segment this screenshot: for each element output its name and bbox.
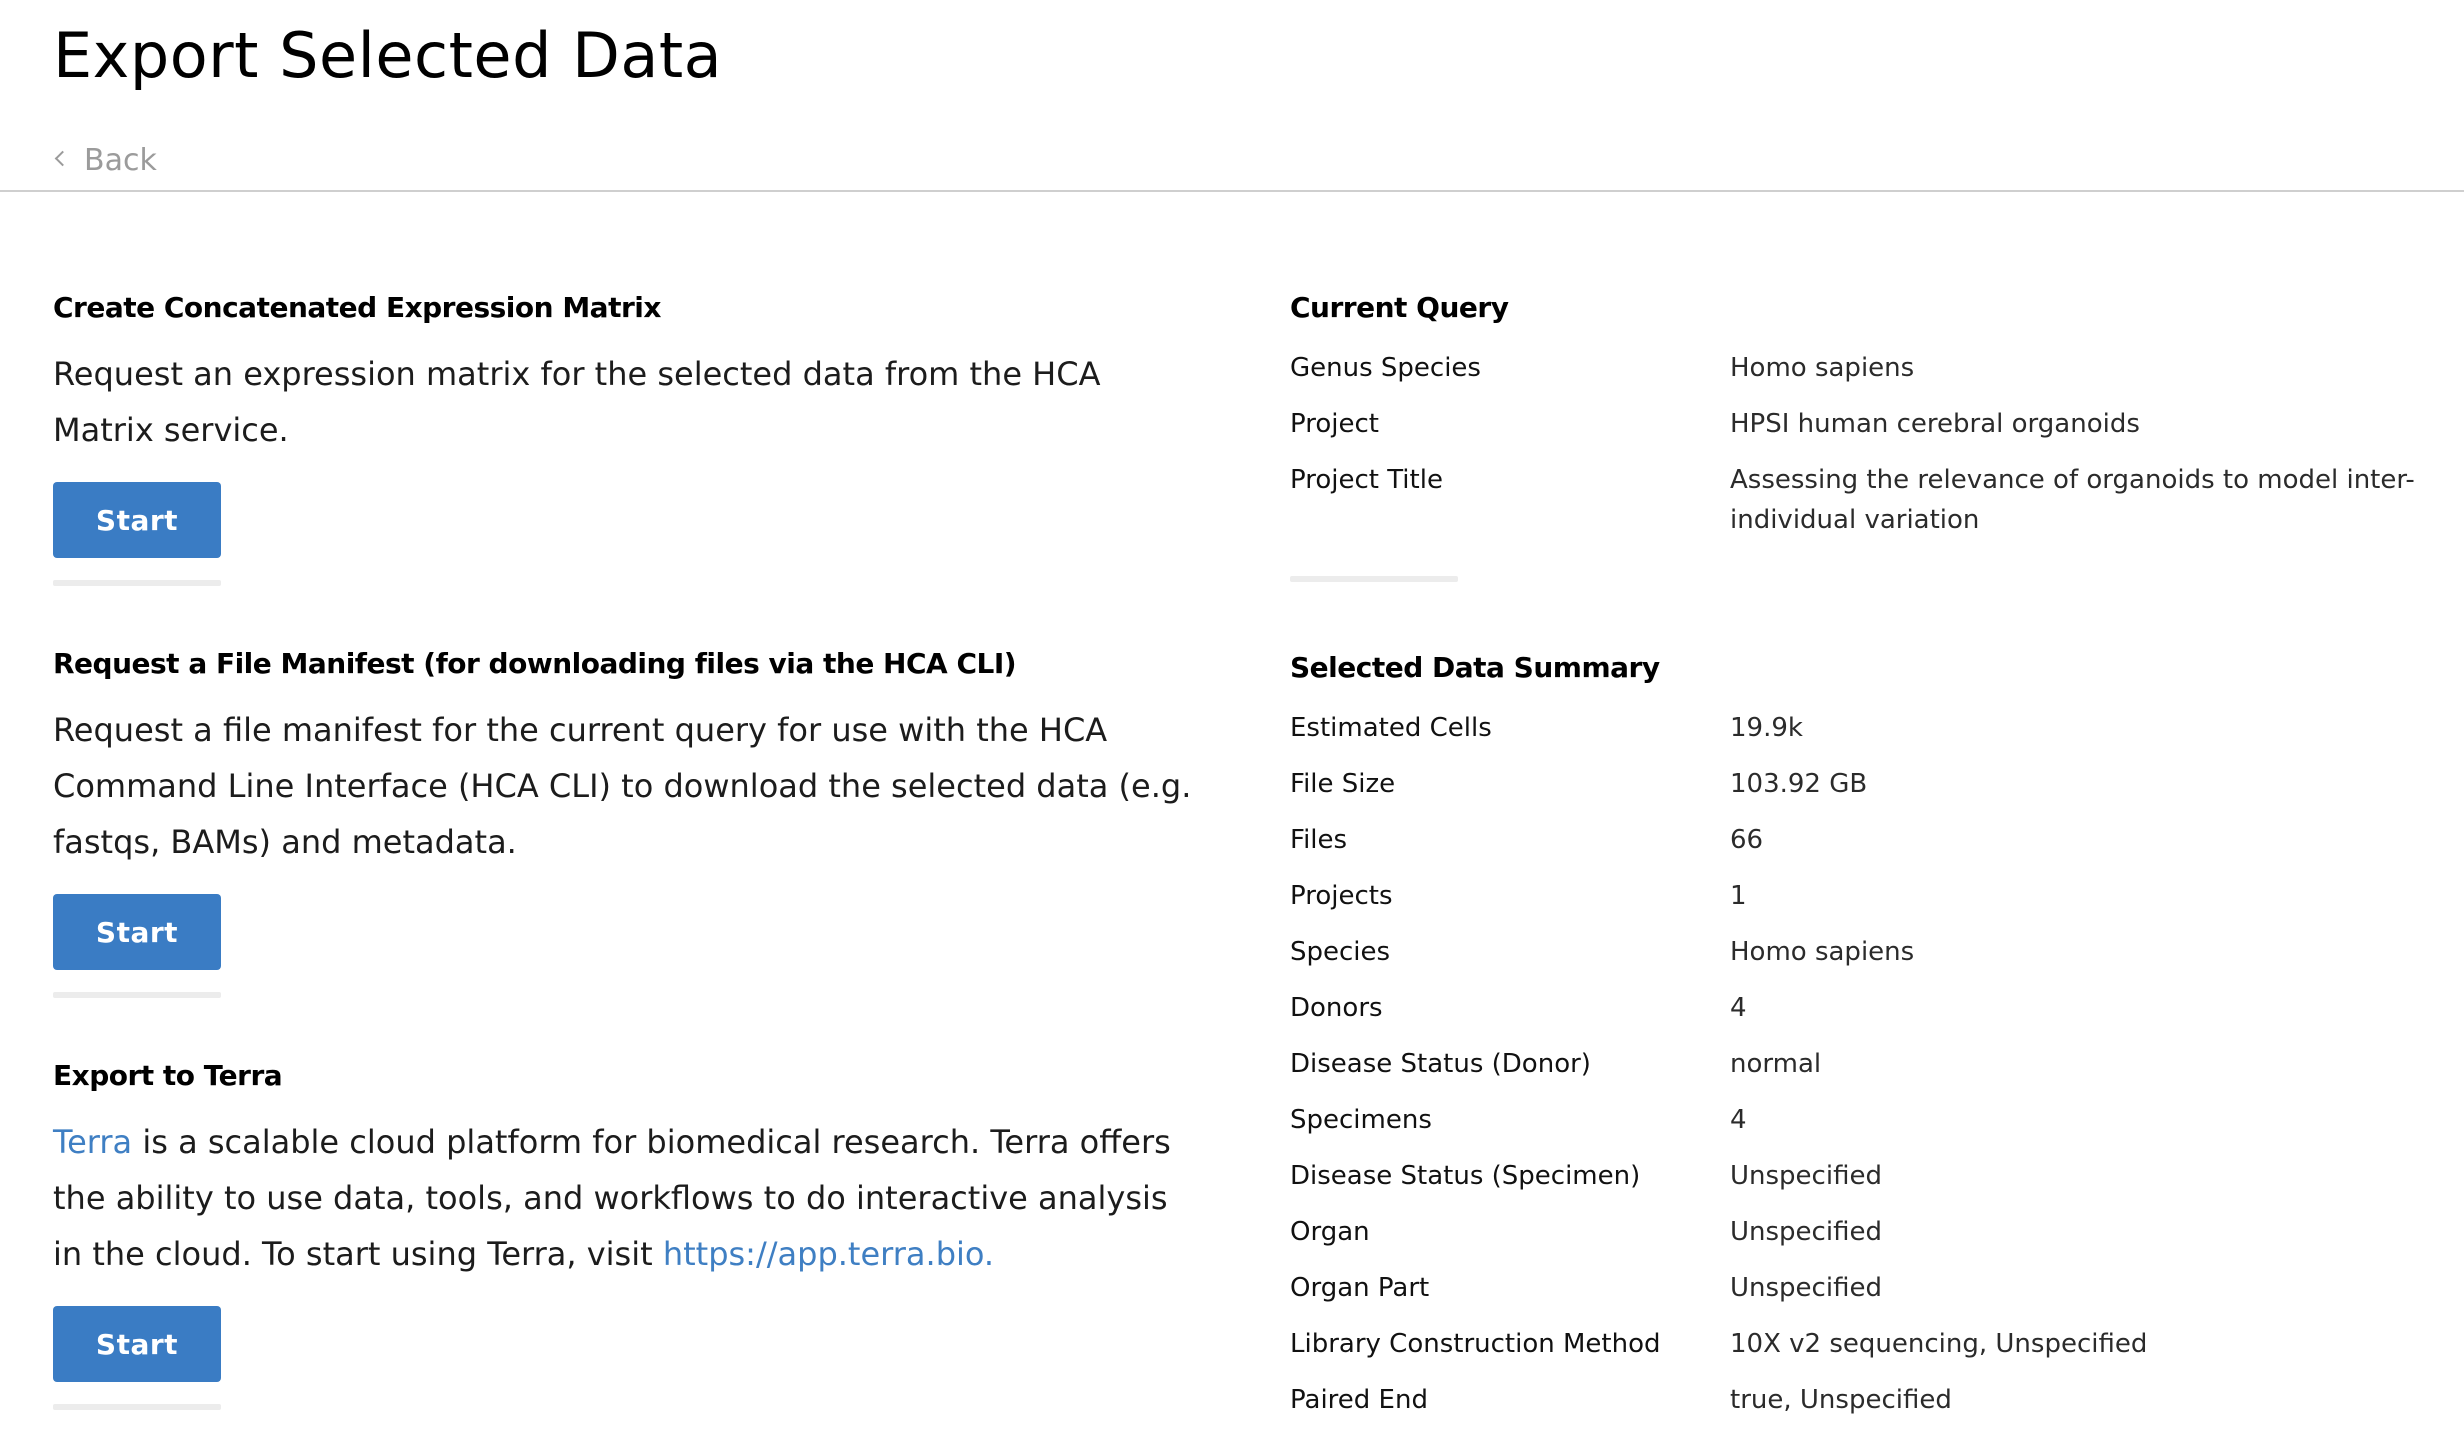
summary-row bbox=[1290, 1148, 2440, 1204]
summary-row bbox=[1290, 812, 2440, 868]
summary-key: Species bbox=[1290, 937, 1391, 967]
section-divider bbox=[53, 992, 221, 998]
summary-value: normal bbox=[1730, 1049, 1822, 1079]
query-value: Assessing the relevance of organoids to model inter-individual variation bbox=[1730, 465, 2415, 535]
summary-value: Unspecified bbox=[1730, 1217, 1882, 1247]
back-link[interactable] bbox=[53, 138, 157, 182]
summary-value: 1 bbox=[1730, 881, 1747, 911]
query-row bbox=[1290, 340, 2440, 396]
summary-row bbox=[1290, 1372, 2440, 1428]
summary-key: Estimated Cells bbox=[1290, 713, 1492, 743]
section-title: Create Concatenated Expression Matrix bbox=[53, 291, 661, 324]
query-row bbox=[1290, 452, 2440, 548]
query-key: Project bbox=[1290, 409, 1379, 439]
query-summary-panel bbox=[1290, 288, 2440, 1415]
summary-row bbox=[1290, 700, 2440, 756]
summary-row bbox=[1290, 980, 2440, 1036]
section-description bbox=[53, 1114, 1193, 1282]
summary-row bbox=[1290, 1204, 2440, 1260]
section-divider bbox=[53, 580, 221, 586]
start-export-terra-button[interactable]: Start bbox=[53, 1306, 221, 1382]
section-export-terra bbox=[53, 1056, 1193, 1410]
chevron-left-icon bbox=[55, 150, 71, 166]
summary-row bbox=[1290, 1092, 2440, 1148]
summary-value: 19.9k bbox=[1730, 713, 1803, 743]
summary-key: Disease Status (Specimen) bbox=[1290, 1161, 1641, 1191]
summary-key: Organ Part bbox=[1290, 1273, 1430, 1303]
summary-value: 4 bbox=[1730, 1105, 1747, 1135]
section-file-manifest bbox=[53, 644, 1193, 998]
terra-url-link[interactable]: https://app.terra.bio. bbox=[662, 1235, 995, 1273]
summary-key: Donors bbox=[1290, 993, 1383, 1023]
section-divider bbox=[1290, 576, 1458, 582]
summary-row bbox=[1290, 1036, 2440, 1092]
query-key: Project Title bbox=[1290, 465, 1443, 495]
section-description: Request a file manifest for the current query for use with the HCA Command Line Interface (HCA CLI) to download the selected data (e.g. fastqs, BAMs) and metadata. bbox=[53, 711, 1192, 861]
page-title: Export Selected Data bbox=[53, 19, 723, 92]
summary-value: Unspecified bbox=[1730, 1273, 1882, 1303]
summary-key: Organ bbox=[1290, 1217, 1370, 1247]
summary-title: Selected Data Summary bbox=[1290, 651, 1660, 684]
summary-key: Specimens bbox=[1290, 1105, 1432, 1135]
summary-value: 66 bbox=[1730, 825, 1764, 855]
section-divider bbox=[53, 1404, 221, 1410]
current-query-title: Current Query bbox=[1290, 291, 1509, 324]
query-key: Genus Species bbox=[1290, 353, 1481, 383]
summary-value: true, Unspecified bbox=[1730, 1385, 1952, 1415]
selected-data-summary bbox=[1290, 648, 2440, 1428]
summary-row bbox=[1290, 868, 2440, 924]
query-row bbox=[1290, 396, 2440, 452]
query-value: Homo sapiens bbox=[1730, 353, 1915, 383]
summary-list bbox=[1290, 700, 2440, 1428]
section-title: Export to Terra bbox=[53, 1059, 283, 1092]
summary-key: Paired End bbox=[1290, 1385, 1428, 1415]
current-query-list bbox=[1290, 340, 2440, 548]
summary-key: Disease Status (Donor) bbox=[1290, 1049, 1591, 1079]
start-expression-matrix-button[interactable]: Start bbox=[53, 482, 221, 558]
summary-key: Files bbox=[1290, 825, 1348, 855]
header-divider bbox=[0, 190, 2464, 192]
summary-value: 103.92 GB bbox=[1730, 769, 1868, 799]
terra-link[interactable]: Terra bbox=[53, 1123, 133, 1161]
start-file-manifest-button[interactable]: Start bbox=[53, 894, 221, 970]
summary-value: 10X v2 sequencing, Unspecified bbox=[1730, 1329, 2148, 1359]
summary-row bbox=[1290, 756, 2440, 812]
section-description: Request an expression matrix for the selected data from the HCA Matrix service. bbox=[53, 355, 1101, 449]
summary-key: Projects bbox=[1290, 881, 1393, 911]
summary-row bbox=[1290, 1260, 2440, 1316]
section-title: Request a File Manifest (for downloading files via the HCA CLI) bbox=[53, 647, 1017, 680]
summary-row bbox=[1290, 1316, 2440, 1372]
query-value: HPSI human cerebral organoids bbox=[1730, 409, 2140, 439]
current-query bbox=[1290, 288, 2440, 582]
summary-key: Library Construction Method bbox=[1290, 1329, 1661, 1359]
summary-row bbox=[1290, 924, 2440, 980]
back-label: Back bbox=[84, 142, 157, 178]
summary-value: 4 bbox=[1730, 993, 1747, 1023]
summary-value: Homo sapiens bbox=[1730, 937, 1915, 967]
summary-value: Unspecified bbox=[1730, 1161, 1882, 1191]
terra-description-text: is a scalable cloud platform for biomedical research. Terra offers the ability to use data, tools, and workflows to do interactive analysis in the cloud. To start using Terra, visit bbox=[53, 1123, 1171, 1273]
section-expression-matrix bbox=[53, 288, 1193, 586]
summary-key: File Size bbox=[1290, 769, 1396, 799]
